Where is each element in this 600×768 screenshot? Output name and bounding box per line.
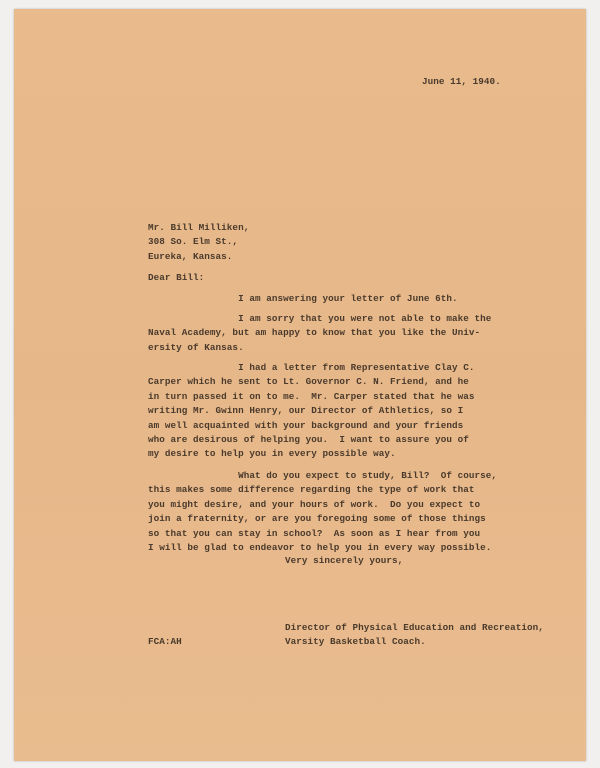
letter-page [14, 9, 586, 761]
paragraph-line: I am sorry that you were not able to make the [148, 313, 492, 324]
signature-line: Director of Physical Education and Recreation, [285, 622, 544, 633]
paragraph-1 [148, 292, 458, 306]
paragraph-line: writing Mr. Gwinn Henry, our Director of Athletics, so I [148, 405, 464, 417]
paragraph-line: in turn passed it on to me. Mr. Carper stated that he was [148, 390, 475, 402]
paragraph-line: am well acquainted with your background and your friends [148, 419, 464, 431]
paragraph-line: Naval Academy, but am happy to know that you like the Univ- [148, 327, 481, 339]
address-line: 308 So. Elm St., [148, 236, 239, 248]
letter-date: June 11, 1940. [422, 76, 501, 87]
closing: Very sincerely yours, [285, 555, 404, 566]
paragraph-line: Carper which he sent to Lt. Governor C. N. Friend, and he [148, 376, 469, 388]
paragraph-line: you might desire, and your hours of work. Do you expect to [148, 498, 481, 510]
paragraph-line: I will be glad to endeavor to help you in every way possible. [148, 541, 492, 553]
signature-line: Varsity Basketball Coach. [285, 636, 426, 648]
recipient-address [148, 221, 249, 264]
paragraph-line: I am answering your letter of June 6th. [148, 293, 458, 304]
paragraph-2 [148, 312, 491, 355]
salutation: Dear Bill: [148, 272, 205, 283]
paragraph-line: join a fraternity, or are you foregoing some of those things [148, 513, 486, 525]
address-line: Mr. Bill Milliken, [148, 222, 250, 233]
paragraph-3 [148, 361, 474, 462]
paragraph-line: who are desirous of helping you. I want to assure you of [148, 433, 469, 445]
paragraph-line: What do you expect to study, Bill? Of course, [148, 470, 497, 481]
paragraph-line: so that you can stay in school? As soon as I hear from you [148, 527, 481, 539]
address-line: Eureka, Kansas. [148, 250, 233, 262]
paragraph-4 [148, 469, 497, 555]
paragraph-line: this makes some difference regarding the type of work that [148, 484, 475, 496]
paragraph-line: my desire to help you in every possible way. [148, 448, 396, 460]
signature-title [285, 621, 544, 650]
typist-initials: FCA:AH [148, 636, 182, 647]
paragraph-line: I had a letter from Representative Clay C. [148, 362, 475, 373]
paragraph-line: ersity of Kansas. [148, 341, 244, 353]
